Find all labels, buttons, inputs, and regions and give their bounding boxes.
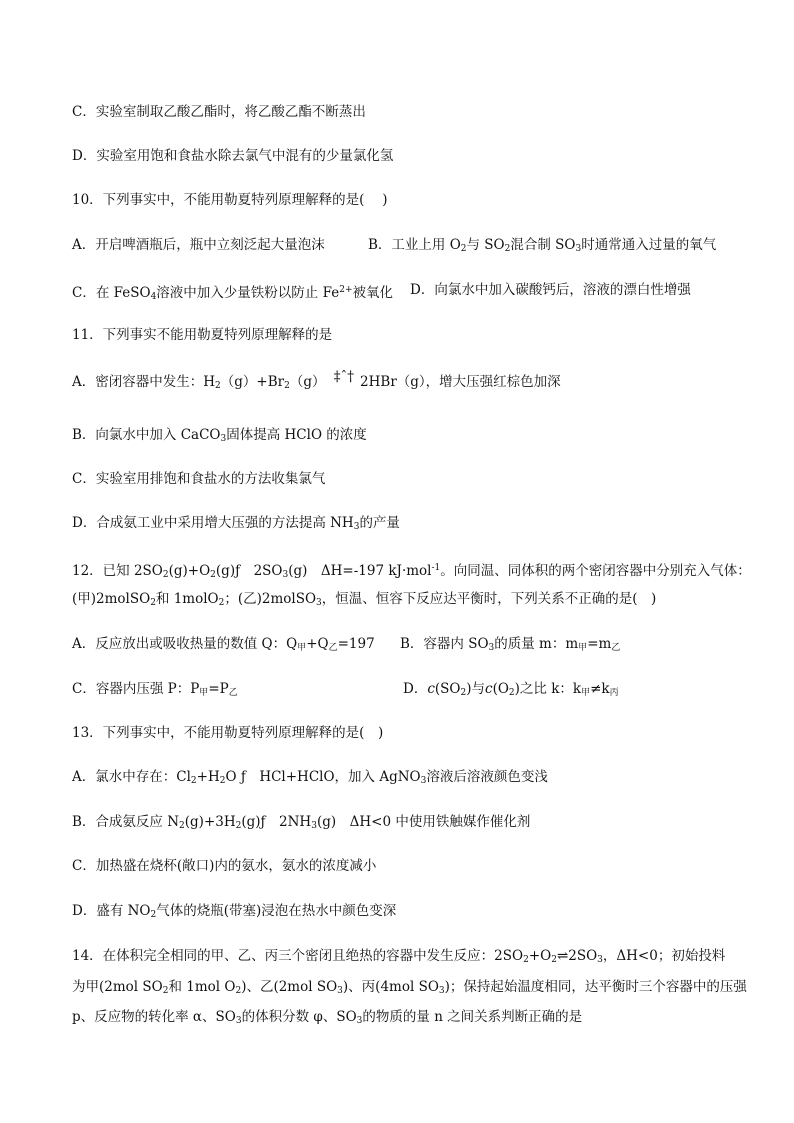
q13-option-c (72, 856, 376, 876)
q9-option-c-text: C．实验室制取乙酸乙酯时，将乙酸乙酯不断蒸出 (72, 104, 366, 120)
subscript: 2 (162, 986, 169, 996)
subscript: 甲 (199, 688, 209, 698)
text-seg: A．氯水中存在：Cl (72, 769, 191, 785)
text-seg: 的体积分数 φ、SO (241, 1009, 357, 1025)
subscript: 3 (438, 986, 445, 996)
text-seg: 混合制 SO (510, 237, 576, 253)
text-seg: ，ΔH<0；初始投料 (602, 948, 726, 964)
subscript: 3 (420, 776, 427, 786)
text-seg: D．盛有 NO (72, 903, 151, 919)
q12-stem-line2 (72, 589, 656, 613)
q14-stem-line2 (72, 977, 747, 1001)
subscript: 4 (150, 292, 157, 302)
subscript: 乙 (228, 688, 238, 698)
q13-option-c-text: C．加热盛在烧杯(敞口)内的氨水，氨水的浓度减小 (72, 858, 377, 874)
text-seg: ；(乙)2molSO (224, 591, 317, 607)
text-seg: +O (528, 948, 552, 964)
subscript: 甲 (578, 643, 588, 653)
text-seg: (甲)2molSO (72, 591, 151, 607)
q12-stem-line1 (72, 558, 751, 585)
text-seg: (g)ƒ 2SO (215, 563, 283, 579)
subscript: 甲 (297, 643, 307, 653)
text-seg: B．容器内 SO (400, 636, 489, 652)
q10-option-d-text: D．向氯水中加入碳酸钙后，溶液的漂白性增强 (410, 282, 691, 298)
q11-stem (72, 325, 332, 345)
subscript: 2 (190, 776, 197, 786)
q13-stem-text: 13．下列事实中，不能用勒夏特列原理解释的是( ) (72, 725, 384, 741)
subscript: 3 (235, 1016, 242, 1026)
q11-option-a (72, 369, 561, 396)
q10-option-d (410, 280, 691, 300)
text-seg: 的物质的量 n 之间关系判断正确的是 (362, 1009, 583, 1025)
text-seg: (SO (434, 681, 461, 697)
text-seg: B．合成氨反应 N (72, 814, 180, 830)
text-seg: =m (587, 636, 612, 652)
subscript: 3 (311, 821, 317, 831)
text-seg: (g)+3H (184, 814, 236, 830)
text-seg: (g)+O (168, 563, 211, 579)
text-seg: 12．已知 2SO (72, 563, 163, 579)
q14-stem-line3 (72, 1007, 582, 1031)
text-seg: (g) ΔH=-197 kJ·mol (288, 563, 432, 579)
q10-option-b (368, 235, 716, 259)
subscript: 2 (235, 986, 242, 996)
q10-option-a-text: A．开启啤酒瓶后，瓶中立刻泛起大量泡沫 (72, 237, 325, 253)
text-seg: ，恒温、恒容下反应达平衡时，下列关系不正确的是( ) (321, 591, 657, 607)
text-seg: 14．在体积完全相同的甲、乙、丙三个密闭且绝热的容器中发生反应：2SO (72, 948, 524, 964)
subscript: 2 (218, 598, 225, 608)
q10-option-c (72, 280, 393, 307)
subscript: 甲 (581, 688, 591, 698)
text-seg: B．向氯水中加入 CaCO (72, 427, 221, 443)
text-seg: 为甲(2mol SO (72, 979, 163, 995)
text-seg: 的产量 (359, 515, 400, 531)
subscript: 2 (150, 910, 157, 920)
subscript: 2 (504, 244, 511, 254)
q11-option-c (72, 469, 325, 489)
subscript: 2 (162, 570, 169, 580)
subscript: 乙 (611, 643, 621, 653)
text-seg: 的质量 m：m (494, 636, 579, 652)
text-seg: 和 1mol O (168, 979, 236, 995)
subscript: 3 (220, 434, 227, 444)
subscript: 3 (282, 570, 289, 580)
q9-option-d-text: D．实验室用饱和食盐水除去氯气中混有的少量氯化氢 (72, 148, 394, 164)
q10-stem (72, 190, 388, 210)
text-seg: （g）+Br (220, 374, 285, 390)
equilibrium-arrow-glyph: ‡ˆ† (333, 369, 355, 385)
text-seg: +H (196, 769, 220, 785)
q11-stem-text: 11．下列事实不能用勒夏特列原理解释的是 (72, 327, 333, 343)
subscript: 2 (523, 955, 529, 965)
subscript: 2 (235, 821, 242, 831)
text-seg: C．容器内压强 P：P (72, 681, 200, 697)
text-seg: 2HBr（g），增大压强红棕色加深 (360, 374, 561, 390)
text-seg: +Q (306, 636, 329, 652)
text-seg: 气体的烧瓶(带塞)浸泡在热水中颜色变深 (156, 903, 397, 919)
subscript: 3 (597, 955, 603, 965)
text-seg: O ƒ HCl+HClO，加入 AgNO (225, 769, 421, 785)
subscript: 2 (508, 688, 515, 698)
subscript: 2 (150, 598, 156, 608)
italic-c: c (485, 681, 493, 697)
q10-stem-text: 10．下列事实中，不能用勒夏特列原理解释的是( ) (72, 192, 388, 208)
text-seg: 和 1molO (155, 591, 219, 607)
text-seg: ≠k (590, 681, 610, 697)
subscript: 2 (284, 381, 290, 391)
text-seg: A．反应放出或吸收热量的数值 Q：Q (72, 636, 298, 652)
text-seg: A．密闭容器中发生：H (72, 374, 216, 390)
text-seg: 与 SO (466, 237, 505, 253)
text-seg: )之比 k：k (514, 681, 582, 697)
text-seg: D．合成氨工业中采用增大压强的方法提高 NH (72, 515, 354, 531)
subscript: 丙 (609, 688, 619, 698)
q11-option-c-text: C．实验室用排饱和食盐水的方法收集氯气 (72, 471, 326, 487)
q9-option-d (72, 146, 393, 166)
italic-c: c (427, 681, 435, 697)
subscript: 2 (460, 244, 467, 254)
q14-stem-line1 (72, 946, 725, 970)
subscript: 3 (353, 522, 360, 532)
text-seg: 固体提高 HClO 的浓度 (226, 427, 367, 443)
text-seg: =P (208, 681, 229, 697)
subscript: 3 (575, 244, 582, 254)
text-seg: =197 (337, 636, 375, 652)
text-seg: 溶液后溶液颜色变浅 (426, 769, 548, 785)
text-seg: B．工业上用 O (368, 237, 461, 253)
text-seg: 溶液中加入少量铁粉以防止 Fe (156, 285, 340, 301)
q12-option-c (72, 679, 238, 703)
subscript: 3 (337, 986, 343, 996)
q10-option-a (72, 235, 325, 255)
text-seg: 时通常通入过量的氧气 (581, 237, 717, 253)
text-seg: D． (403, 681, 428, 697)
subscript: 2 (179, 821, 185, 831)
subscript: 2 (219, 776, 226, 786)
q12-option-a (72, 634, 375, 658)
text-seg: p、反应物的转化率 α、SO (72, 1009, 236, 1025)
q11-option-b (72, 425, 367, 449)
text-seg: )；保持起始温度相同，达平衡时三个容器中的压强 (444, 979, 747, 995)
superscript: -1 (431, 563, 441, 573)
text-seg: )与 (466, 681, 485, 697)
q13-option-a (72, 767, 548, 791)
text-seg: (g)ƒ 2NH (241, 814, 312, 830)
subscript: 2 (210, 570, 216, 580)
q12-option-b (400, 634, 620, 658)
subscript: 2 (551, 955, 557, 965)
text-seg: (g) ΔH<0 中使用铁触媒作催化剂 (316, 814, 531, 830)
subscript: 2 (215, 381, 221, 391)
q13-option-d (72, 901, 396, 925)
text-seg: C．在 FeSO (72, 285, 151, 301)
text-seg: ⇌2SO (556, 948, 598, 964)
text-seg: （g） (289, 374, 326, 390)
text-seg: (O (492, 681, 509, 697)
subscript: 3 (356, 1016, 363, 1026)
q9-option-c (72, 102, 366, 122)
subscript: 2 (460, 688, 467, 698)
text-seg: 。向同温、同体积的两个密闭容器中分别充入气体： (440, 563, 751, 579)
subscript: 3 (316, 598, 322, 608)
text-seg: )、乙(2mol SO (241, 979, 338, 995)
subscript: 3 (488, 643, 495, 653)
q13-stem (72, 723, 383, 743)
text-seg: 被氧化 (352, 285, 393, 301)
superscript: 2+ (339, 285, 353, 295)
q11-option-d (72, 513, 400, 537)
subscript: 乙 (328, 643, 338, 653)
text-seg: )、丙(4mol SO (342, 979, 439, 995)
q12-option-d (403, 679, 619, 703)
q13-option-b (72, 812, 530, 836)
